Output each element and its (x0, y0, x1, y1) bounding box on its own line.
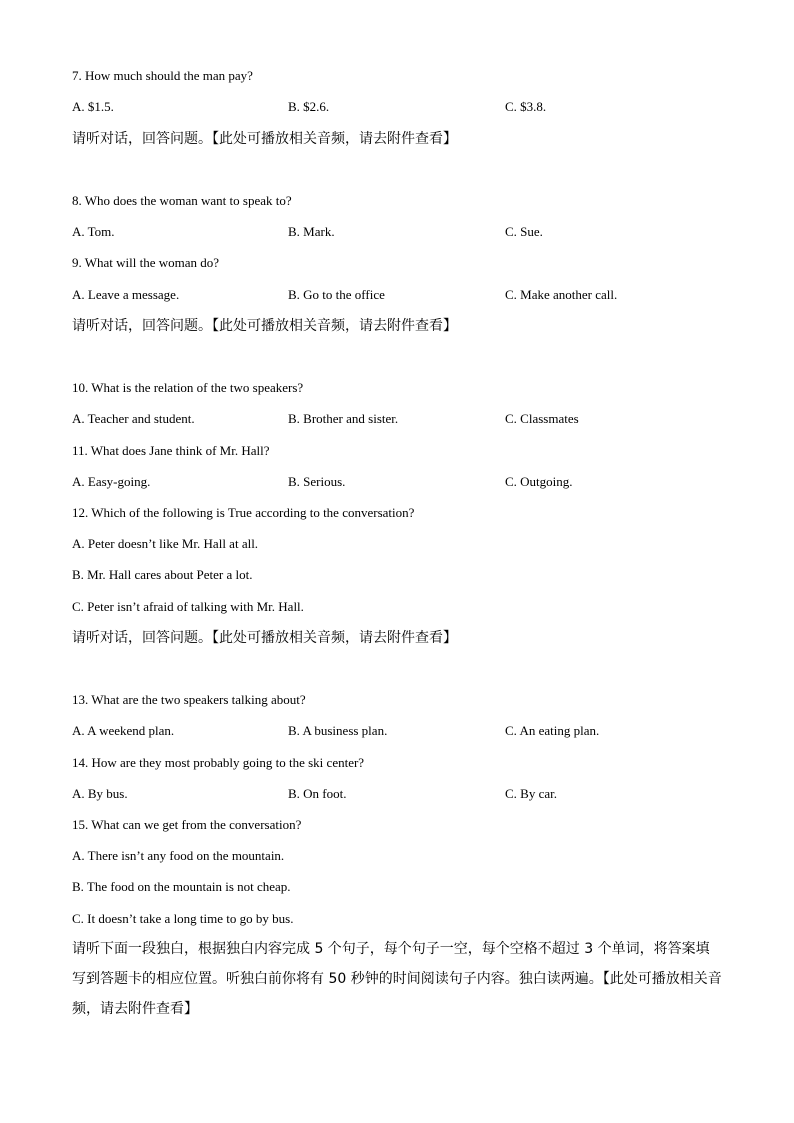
listen-instruction: 请听对话，回答问题。【此处可播放相关音频，请去附件查看】 (72, 630, 457, 646)
question-13: 13. What are the two speakers talking about? (72, 692, 306, 707)
question-9: 9. What will the woman do? (72, 255, 220, 270)
option-b: B. A business plan. (288, 723, 388, 738)
question-15: 15. What can we get from the conversation? (72, 817, 302, 832)
question-12: 12. Which of the following is True according to the conversation? (72, 505, 415, 520)
question-10: 10. What is the relation of the two speakers? (72, 380, 304, 395)
question-7: 7. How much should the man pay? (72, 68, 253, 83)
option-a: A. Leave a message. (72, 287, 180, 302)
option-b: B. Brother and sister. (288, 411, 399, 426)
option-b: B. On foot. (288, 786, 347, 801)
question-14-options (72, 786, 732, 802)
option-a: A. A weekend plan. (72, 723, 175, 738)
option-b: B. Mr. Hall cares about Peter a lot. (72, 567, 253, 582)
listen-instruction: 请听对话，回答问题。【此处可播放相关音频，请去附件查看】 (72, 318, 457, 334)
option-c: C. Classmates (505, 411, 579, 426)
option-c: C. By car. (505, 786, 557, 801)
question-8-options (72, 224, 732, 240)
option-c: C. Peter isn’t afraid of talking with Mr. Hall. (72, 599, 304, 614)
listen-instruction: 请听对话，回答问题。【此处可播放相关音频，请去附件查看】 (72, 131, 457, 147)
option-a: A. There isn’t any food on the mountain. (72, 848, 285, 863)
option-b: B. Mark. (288, 224, 335, 239)
question-8: 8. Who does the woman want to speak to? (72, 193, 292, 208)
option-c: C. Sue. (505, 224, 543, 239)
option-b: B. $2.6. (288, 99, 330, 114)
option-a: A. Easy-going. (72, 474, 151, 489)
question-9-options (72, 287, 732, 303)
option-a: A. Peter doesn’t like Mr. Hall at all. (72, 536, 259, 551)
question-7-options (72, 99, 732, 115)
option-c: C. It doesn’t take a long time to go by bus. (72, 911, 294, 926)
question-10-options (72, 411, 732, 427)
option-a: A. Tom. (72, 224, 115, 239)
monologue-instruction: 请听下面一段独白，根据独白内容完成 5 个句子，每个句子一空，每个空格不超过 3 个单词，将答案填写到答题卡的相应位置。听独白前你将有 50 秒钟的时间阅读句子内容。独白读两遍。【此处可播放相关音频，请去附件查看】 (72, 941, 722, 1017)
option-c: C. Make another call. (505, 287, 618, 302)
option-b: B. Serious. (288, 474, 346, 489)
question-11: 11. What does Jane think of Mr. Hall? (72, 443, 270, 458)
question-14: 14. How are they most probably going to the ski center? (72, 755, 365, 770)
option-a: A. $1.5. (72, 99, 114, 114)
question-11-options (72, 474, 732, 490)
option-a: A. Teacher and student. (72, 411, 195, 426)
question-13-options (72, 723, 732, 739)
option-b: B. Go to the office (288, 287, 385, 302)
option-a: A. By bus. (72, 786, 128, 801)
option-c: C. $3.8. (505, 99, 547, 114)
option-c: C. An eating plan. (505, 723, 600, 738)
option-b: B. The food on the mountain is not cheap. (72, 879, 291, 894)
option-c: C. Outgoing. (505, 474, 573, 489)
